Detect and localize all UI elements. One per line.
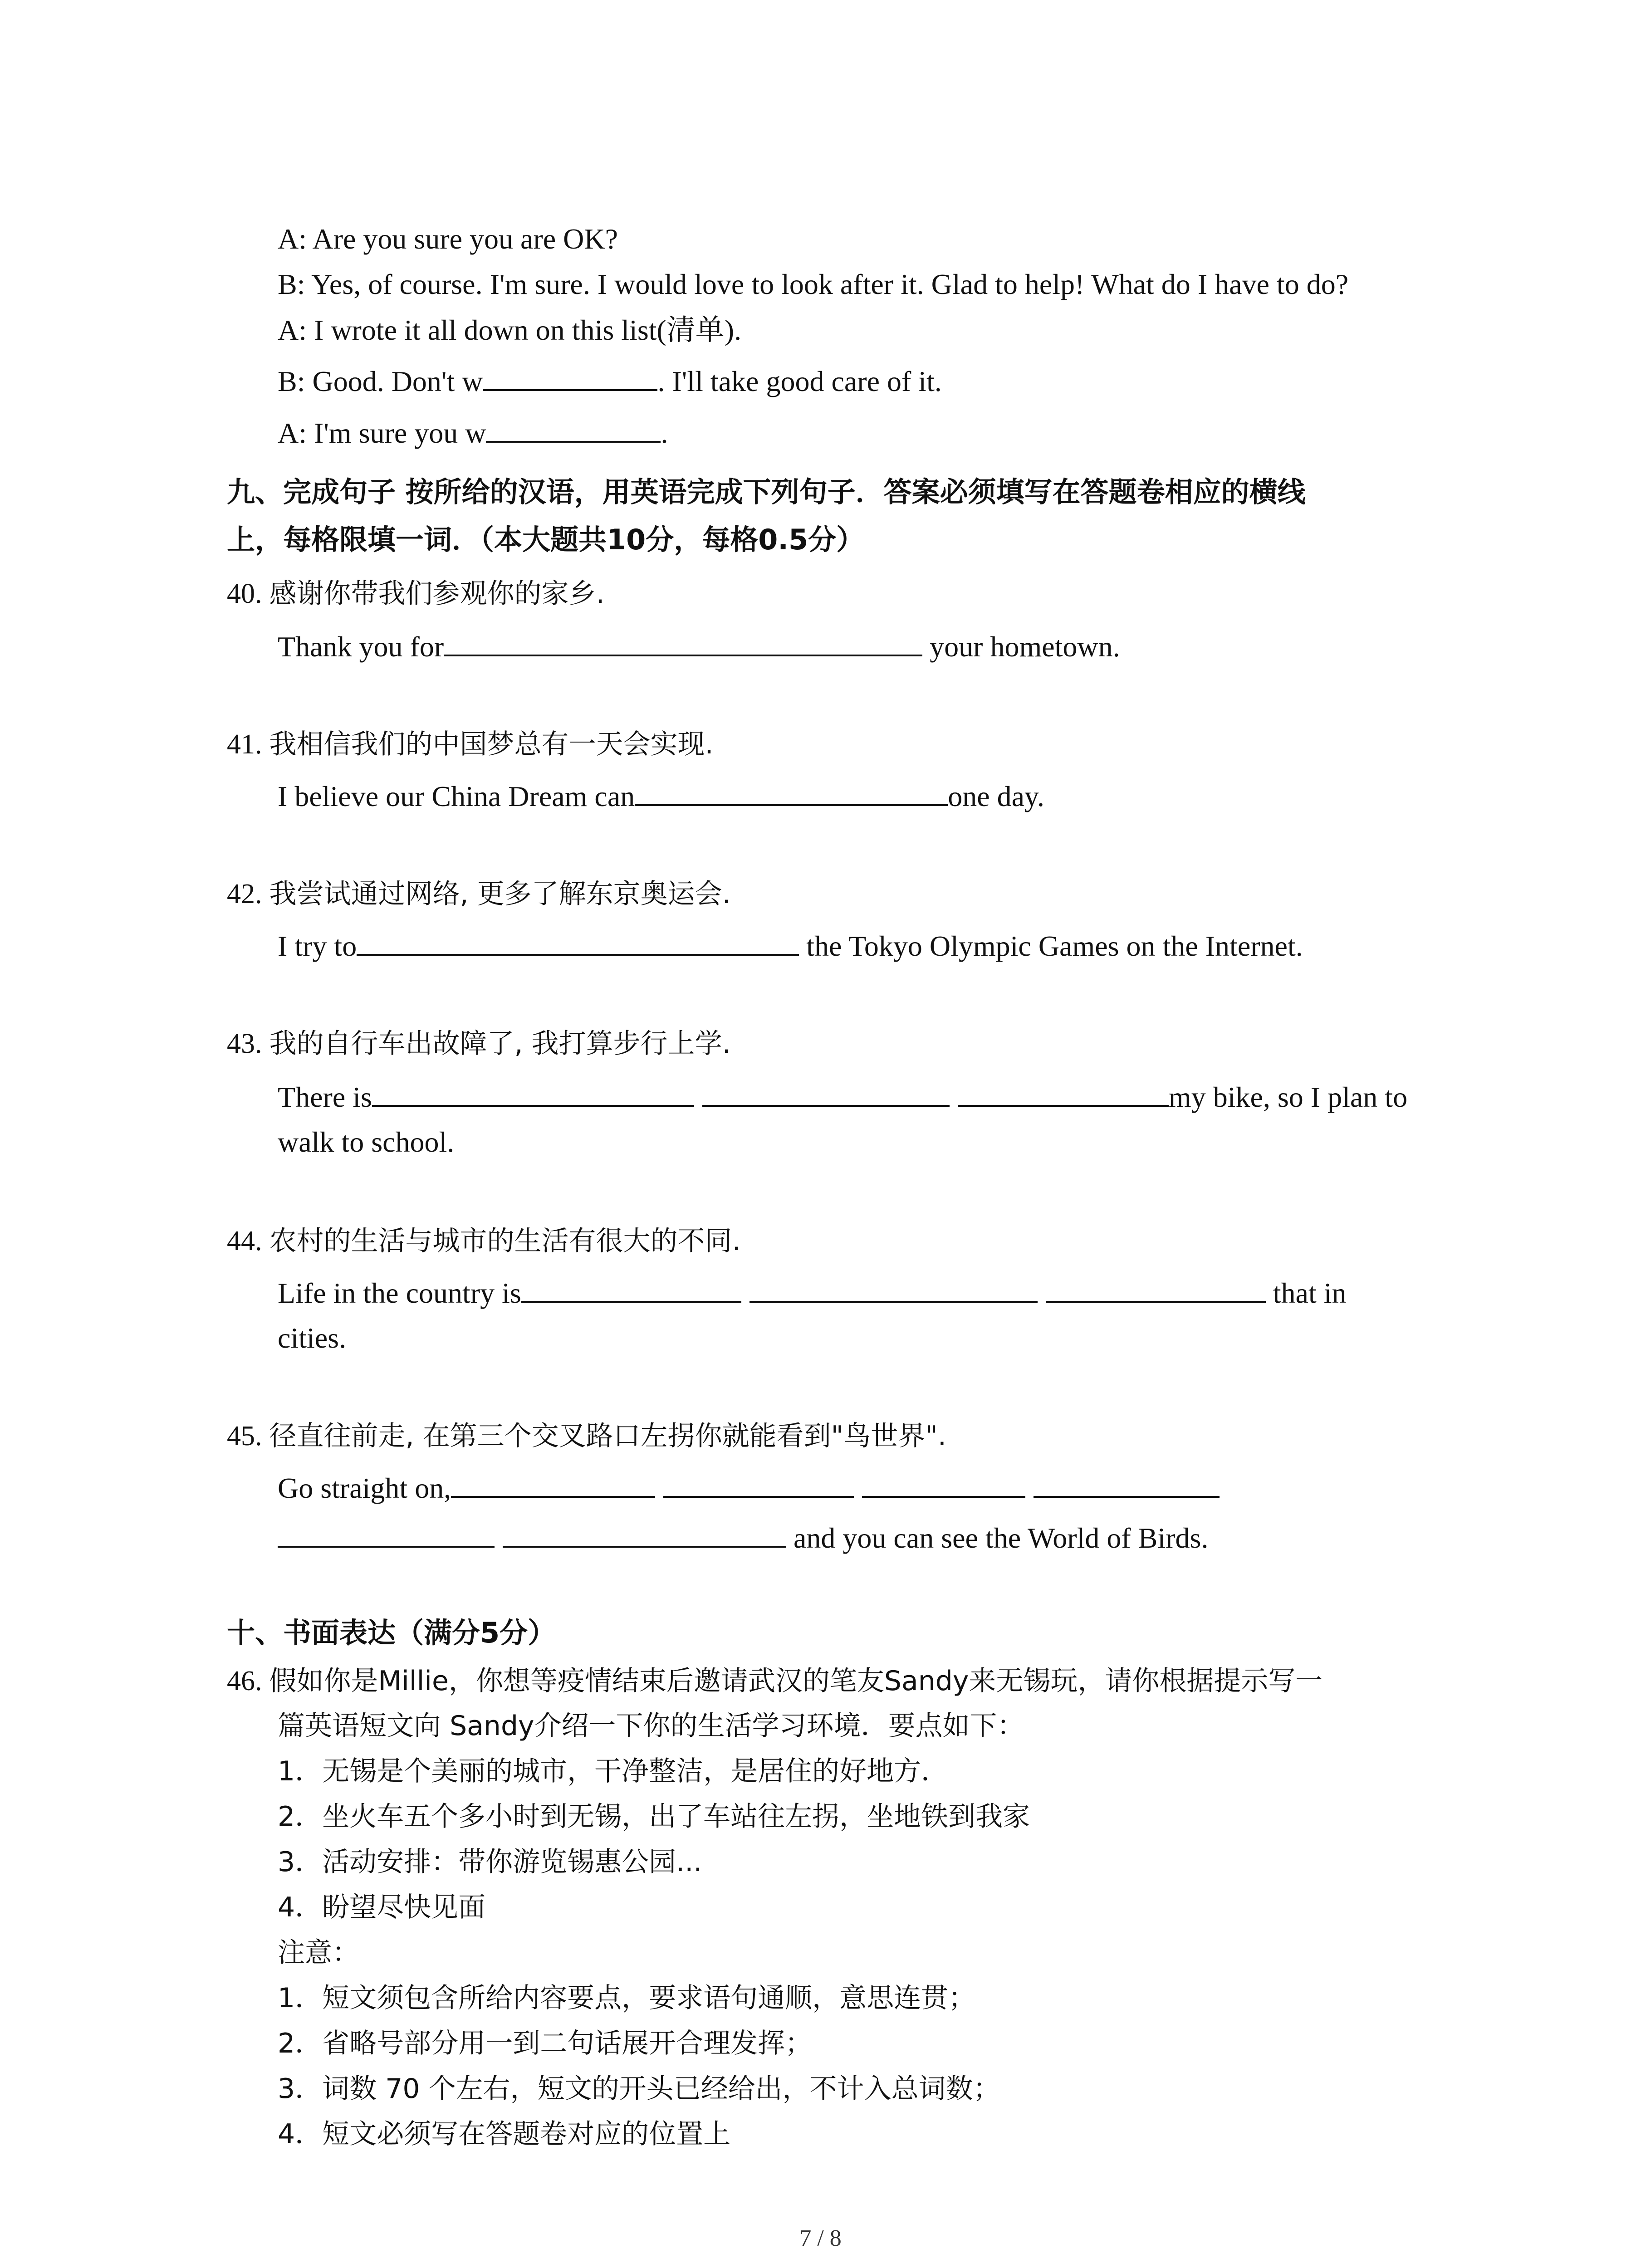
question-post: one day. <box>948 780 1044 812</box>
dialogue-line-4-pre: B: Good. Don't w <box>278 365 483 397</box>
answer-blank[interactable] <box>1046 1275 1266 1303</box>
question-post: your hometown. <box>922 631 1120 663</box>
question-46-prompt-line-1 <box>227 1662 1323 1699</box>
question-46-prompt-line-2: 篇英语短文向 Sandy介绍一下你的生活学习环境．要点如下： <box>278 1710 1024 1742</box>
answer-blank[interactable] <box>958 1079 1169 1107</box>
answer-blank[interactable] <box>862 1470 1025 1498</box>
question-chinese-text: 径直往前走, 在第三个交叉路口左拐你就能看到"鸟世界". <box>269 1420 946 1452</box>
question-number: 40. <box>227 578 262 609</box>
question-40-english <box>278 628 1120 665</box>
answer-blank[interactable] <box>372 1079 694 1107</box>
question-44-english <box>278 1275 1347 1311</box>
question-44-chinese <box>227 1222 741 1259</box>
question-pre: There is <box>278 1081 372 1113</box>
question-45-chinese <box>227 1418 946 1454</box>
answer-blank[interactable] <box>486 415 661 443</box>
answer-blank[interactable] <box>663 1470 854 1498</box>
question-41-english <box>278 778 1044 815</box>
dialogue-line-1: A: Are you sure you are OK? <box>278 223 618 255</box>
question-number: 42. <box>227 879 262 909</box>
answer-blank[interactable] <box>357 928 799 956</box>
question-number: 43. <box>227 1028 262 1059</box>
question-42-english <box>278 928 1303 964</box>
note-1: 1．短文须包含所给内容要点，要求语句通顺，意思连贯； <box>278 1982 976 2014</box>
question-number: 44. <box>227 1226 262 1256</box>
question-45-english-line-2 <box>278 1520 1208 1556</box>
section-10-title: 十、书面表达（满分5分） <box>227 1616 556 1649</box>
writing-point-2: 2．坐火车五个多小时到无锡，出了车站往左拐，坐地铁到我家 <box>278 1801 1030 1833</box>
question-pre: I try to <box>278 930 357 962</box>
question-chinese-text: 我的自行车出故障了, 我打算步行上学. <box>269 1028 731 1060</box>
question-chinese-text: 农村的生活与城市的生活有很大的不同. <box>269 1225 741 1257</box>
answer-blank[interactable] <box>521 1275 741 1303</box>
dialogue-line-4-post: . I'll take good care of it. <box>657 365 942 397</box>
dialogue-line-3: A: I wrote it all down on this list(清单). <box>278 314 742 346</box>
question-43-chinese <box>227 1025 731 1062</box>
answer-blank[interactable] <box>444 628 922 656</box>
note-2: 2．省略号部分用一到二句话展开合理发挥； <box>278 2028 813 2059</box>
writing-point-3: 3．活动安排：带你游览锡惠公园... <box>278 1846 702 1878</box>
dialogue-line-5-post: . <box>661 417 668 449</box>
question-number: 46. <box>227 1666 262 1696</box>
question-pre: Life in the country is <box>278 1277 521 1309</box>
question-number: 41. <box>227 729 262 760</box>
answer-blank[interactable] <box>702 1079 950 1107</box>
dialogue-line-5 <box>278 415 668 451</box>
dialogue-line-4 <box>278 363 942 400</box>
question-post: that in <box>1265 1277 1347 1309</box>
answer-blank[interactable] <box>503 1520 786 1548</box>
question-44-continuation: cities. <box>278 1322 347 1354</box>
page-number: 7 / 8 <box>799 2225 842 2251</box>
question-post: my bike, so I plan to <box>1168 1081 1408 1113</box>
question-post: and you can see the World of Birds. <box>786 1522 1209 1554</box>
answer-blank[interactable] <box>1034 1470 1220 1498</box>
writing-point-4: 4．盼望尽快见面 <box>278 1892 486 1923</box>
question-42-chinese <box>227 875 731 912</box>
section-9-title-line-1: 九、完成句子 按所给的汉语，用英语完成下列句子．答案必须填写在答题卷相应的横线 <box>227 475 1306 508</box>
question-45-english <box>278 1470 1220 1506</box>
question-number: 45. <box>227 1421 262 1452</box>
section-9-title-line-2: 上，每格限填一词．（本大题共10分，每格0.5分） <box>227 523 865 556</box>
question-chinese-text: 我尝试通过网络, 更多了解东京奥运会. <box>269 878 731 910</box>
note-4: 4．短文必须写在答题卷对应的位置上 <box>278 2118 731 2150</box>
answer-blank[interactable] <box>635 778 948 806</box>
question-43-continuation: walk to school. <box>278 1126 455 1158</box>
dialogue-line-2: B: Yes, of course. I'm sure. I would love to look after it. Glad to help! What do I have to do? <box>278 268 1349 300</box>
note-3: 3．词数 70 个左右，短文的开头已经给出，不计入总词数； <box>278 2073 1000 2105</box>
answer-blank[interactable] <box>749 1275 1038 1303</box>
question-43-english <box>278 1079 1407 1115</box>
question-chinese-text: 感谢你带我们参观你的家乡. <box>269 578 605 610</box>
answer-blank[interactable] <box>278 1520 495 1548</box>
answer-blank[interactable] <box>451 1470 655 1498</box>
writing-point-1: 1．无锡是个美丽的城市，干净整洁，是居住的好地方． <box>278 1755 949 1787</box>
question-41-chinese <box>227 726 714 763</box>
question-40-chinese <box>227 575 605 612</box>
question-pre: I believe our China Dream can <box>278 780 635 812</box>
question-post: the Tokyo Olympic Games on the Internet. <box>799 930 1303 962</box>
answer-blank[interactable] <box>483 363 657 391</box>
dialogue-line-5-pre: A: I'm sure you w <box>278 417 486 449</box>
question-chinese-text: 假如你是Millie，你想等疫情结束后邀请武汉的笔友Sandy来无锡玩，请你根据提示写一 <box>269 1665 1323 1697</box>
note-label: 注意： <box>278 1937 359 1969</box>
question-pre: Go straight on, <box>278 1472 451 1504</box>
question-pre: Thank you for <box>278 631 444 663</box>
question-chinese-text: 我相信我们的中国梦总有一天会实现. <box>269 728 714 760</box>
